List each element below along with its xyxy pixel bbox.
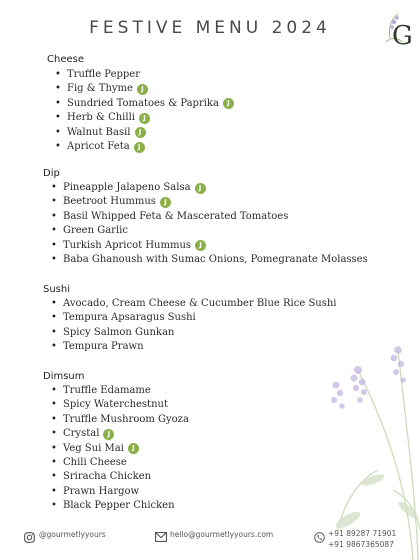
menu-item-label: Crystal: [63, 428, 100, 440]
menu-item-label: Pineapple Jalapeno Salsa: [63, 182, 191, 193]
menu-item: [51, 311, 337, 325]
bullet-icon: •: [51, 298, 57, 309]
jain-badge-icon: J: [135, 127, 146, 138]
menu-item-label: Baba Ghanoush with Sumac Onions, Pomegranate Molasses: [63, 253, 368, 265]
menu-title: FESTIVE MENU 2024: [89, 18, 331, 38]
jain-badge-icon: J: [223, 98, 234, 109]
menu-item-label: Green Garlic: [63, 225, 128, 237]
bullet-icon: •: [51, 485, 57, 497]
menu-item-label: Herb & Chilli: [67, 112, 135, 124]
bullet-icon: •: [51, 210, 57, 222]
instagram-icon: [24, 532, 35, 543]
bullet-icon: •: [51, 456, 57, 468]
menu-item: [51, 239, 368, 253]
menu-item-label: Tempura Apsaragus Sushi: [63, 312, 196, 324]
phone-icon: [314, 532, 325, 543]
bullet-icon: •: [51, 471, 57, 483]
menu-item-label: Turkish Apricot Hummus: [63, 239, 192, 251]
menu-item: [55, 140, 234, 154]
footer-instagram[interactable]: @gourmetlyyours: [39, 530, 106, 539]
menu-item-label: Avocado, Cream Cheese & Cucumber Blue Rice Sushi: [63, 298, 337, 309]
bullet-icon: •: [51, 500, 57, 512]
menu-item-label: Spicy Waterchestnut: [63, 399, 168, 411]
section-title: Cheese: [47, 54, 84, 65]
brand-logo: [382, 8, 420, 52]
footer-phone-2[interactable]: +91 9867365087: [328, 540, 394, 549]
menu-item: [51, 384, 189, 398]
bullet-icon: •: [51, 312, 57, 324]
bullet-icon: •: [51, 413, 57, 425]
bullet-icon: •: [55, 140, 61, 152]
menu-item: [51, 398, 189, 412]
bullet-icon: •: [51, 326, 57, 338]
menu-item-label: Sundried Tomatoes & Paprika: [67, 97, 219, 109]
bullet-icon: •: [55, 97, 61, 109]
menu-item: [51, 195, 368, 209]
menu-item-label: Truffle Mushroom Gyoza: [63, 413, 189, 425]
menu-item-label: Apricot Feta: [67, 140, 130, 152]
menu-item: [51, 210, 368, 224]
menu-item-list: [55, 68, 234, 154]
menu-item: [55, 68, 234, 82]
bullet-icon: •: [51, 253, 57, 265]
section-title: Dip: [43, 168, 60, 179]
menu-item-label: Tempura Prawn: [63, 341, 144, 353]
footer-email[interactable]: hello@gourmetlyyours.com: [170, 530, 274, 539]
bullet-icon: •: [55, 69, 61, 80]
bullet-icon: •: [51, 196, 57, 208]
menu-item: [51, 442, 189, 456]
menu-item: [55, 97, 234, 111]
jain-badge-icon: J: [160, 197, 171, 208]
menu-item: [51, 326, 337, 340]
menu-item: [51, 499, 189, 513]
jain-badge-icon: J: [195, 183, 206, 194]
bullet-icon: •: [55, 83, 61, 95]
menu-item: [51, 181, 368, 195]
menu-item: [55, 111, 234, 125]
menu-item-label: Basil Whipped Feta & Mascerated Tomatoes: [63, 210, 289, 222]
menu-item-label: Black Pepper Chicken: [63, 500, 175, 512]
menu-item: [51, 340, 337, 354]
bullet-icon: •: [51, 182, 57, 193]
menu-item: [55, 126, 234, 140]
bullet-icon: •: [51, 442, 57, 454]
bullet-icon: •: [55, 112, 61, 124]
menu-item-label: Truffle Edamame: [63, 385, 151, 396]
menu-item-label: Veg Sui Mai: [63, 442, 124, 454]
svg-text:G: G: [392, 21, 413, 51]
menu-item: [51, 485, 189, 499]
menu-item-label: Sriracha Chicken: [63, 471, 152, 483]
menu-item-label: Truffle Pepper: [67, 69, 140, 80]
lavender-decoration: [318, 330, 420, 560]
menu-item-label: Spicy Salmon Gunkan: [63, 326, 175, 338]
jain-badge-icon: J: [195, 240, 206, 251]
jain-badge-icon: J: [139, 113, 150, 124]
menu-item-label: Chili Cheese: [63, 456, 127, 468]
menu-item-label: Beetroot Hummus: [63, 196, 156, 208]
menu-item-label: Walnut Basil: [67, 126, 131, 138]
section-title: Sushi: [43, 284, 71, 295]
menu-item: [55, 82, 234, 96]
menu-item-list: [51, 181, 368, 267]
jain-badge-icon: J: [137, 84, 148, 95]
mail-icon: [155, 532, 167, 542]
menu-item: [51, 297, 337, 311]
bullet-icon: •: [51, 239, 57, 251]
jain-badge-icon: J: [128, 443, 139, 454]
bullet-icon: •: [51, 225, 57, 237]
menu-item: [51, 427, 189, 441]
bullet-icon: •: [51, 399, 57, 411]
bullet-icon: •: [51, 428, 57, 440]
menu-item: [51, 253, 368, 267]
menu-item: [51, 456, 189, 470]
jain-badge-icon: J: [103, 429, 114, 440]
menu-item: [51, 413, 189, 427]
jain-badge-icon: J: [134, 142, 145, 153]
menu-item-label: Fig & Thyme: [67, 83, 133, 95]
menu-item: [51, 470, 189, 484]
section-title: Dimsum: [43, 371, 85, 382]
bullet-icon: •: [51, 341, 57, 353]
menu-item-list: [51, 297, 337, 355]
footer-phone-1[interactable]: +91 89287 71901: [328, 529, 397, 538]
bullet-icon: •: [51, 385, 57, 396]
bullet-icon: •: [55, 126, 61, 138]
menu-item-list: [51, 384, 189, 514]
menu-item: [51, 224, 368, 238]
menu-item-label: Prawn Hargow: [63, 485, 140, 497]
